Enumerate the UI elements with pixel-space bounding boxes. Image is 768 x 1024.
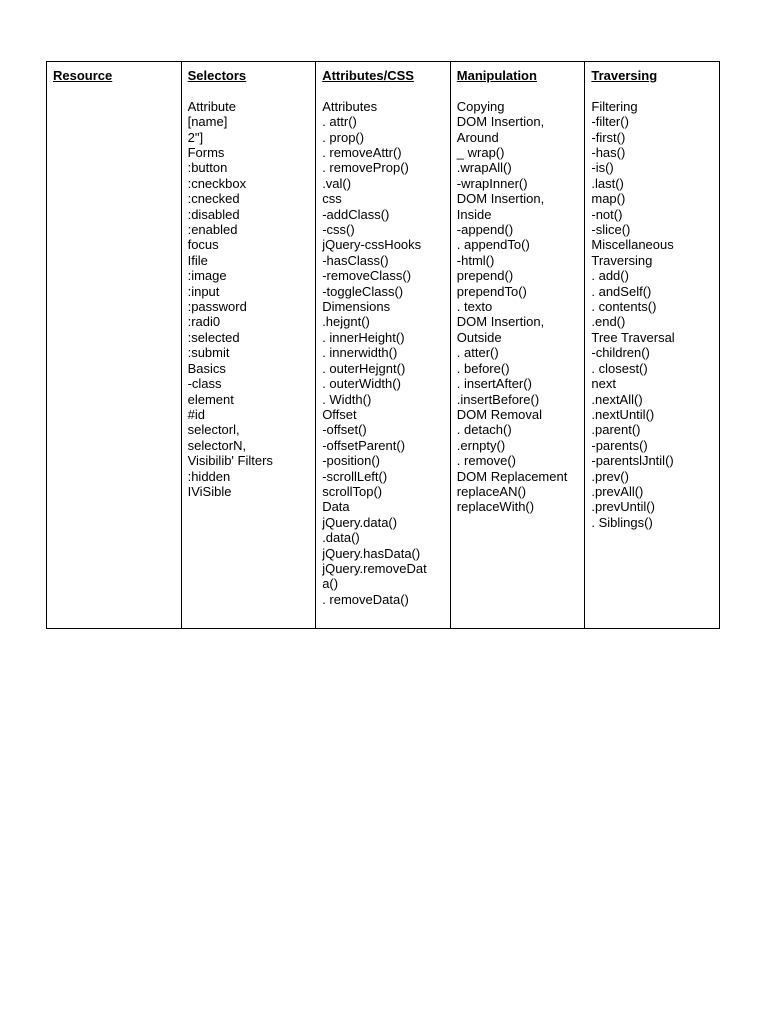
list-item: Dimensions — [322, 299, 391, 315]
list-item: jQuery.hasData() — [322, 545, 421, 561]
list-item: -html() — [456, 252, 495, 268]
column-header: Traversing — [591, 68, 658, 83]
list-item: .nextUntil() — [591, 406, 655, 422]
list-item: . texto — [456, 299, 493, 315]
list-item: :cneckbox — [187, 175, 247, 191]
column-items — [591, 99, 713, 530]
list-item: -toggleClass() — [322, 283, 404, 299]
table-row — [47, 62, 720, 629]
list-item: Forms — [187, 145, 225, 161]
list-item: DOM Insertion, — [456, 191, 545, 207]
column-traversing — [585, 62, 720, 629]
list-item: prepend() — [456, 268, 514, 284]
list-item: Ifile — [187, 252, 208, 268]
list-item: Attributes — [322, 98, 378, 114]
list-item: .end() — [591, 314, 626, 330]
column-manipulation — [450, 62, 585, 629]
list-item: . removeAttr() — [322, 145, 402, 161]
list-item: -append() — [456, 222, 514, 238]
list-item: . closest() — [591, 360, 648, 376]
list-item: .prevAll() — [591, 483, 644, 499]
list-item: .nextAll() — [591, 391, 643, 407]
list-item: -parentslJntil() — [591, 453, 674, 469]
list-item: Around — [456, 129, 499, 145]
list-item: DOM Removal — [456, 406, 543, 422]
list-item: #id — [187, 406, 205, 422]
list-item: DOM Insertion, — [456, 114, 545, 130]
list-item: selectorN, — [187, 437, 247, 453]
list-item: .val() — [322, 175, 352, 191]
list-item: a() — [322, 576, 339, 592]
list-item: .prevUntil() — [591, 499, 655, 515]
column-items — [322, 99, 444, 607]
list-item: -has() — [591, 145, 626, 161]
list-item: .data() — [322, 530, 360, 546]
list-item: :submit — [187, 345, 230, 361]
list-item: . remove() — [456, 453, 517, 469]
list-item: . removeProp() — [322, 160, 409, 176]
list-item: Outside — [456, 329, 502, 345]
list-item: .hejgnt() — [322, 314, 370, 330]
list-item: jQuery.removeDat — [322, 560, 427, 576]
list-item: Offset — [322, 406, 357, 422]
list-item: IViSible — [187, 483, 232, 499]
list-item: . insertAfter() — [456, 376, 532, 392]
list-item: Miscellaneous — [591, 237, 674, 253]
list-item: jQuery.data() — [322, 514, 398, 530]
list-item: css — [322, 191, 342, 207]
list-item: Attribute — [187, 98, 237, 114]
list-item: . attr() — [322, 114, 357, 130]
list-item: -position() — [322, 453, 380, 469]
list-item: -parents() — [591, 437, 648, 453]
list-item: element — [187, 391, 234, 407]
list-item: -scrollLeft() — [322, 468, 388, 484]
list-item: -class — [187, 376, 222, 392]
list-item: -css() — [322, 222, 355, 238]
list-item: Inside — [456, 206, 492, 222]
list-item: Data — [322, 499, 350, 515]
column-header: Selectors — [187, 68, 247, 83]
list-item: . outerWidth() — [322, 376, 401, 392]
list-item: map() — [591, 191, 626, 207]
list-item: . Width() — [322, 391, 372, 407]
list-item: [name] — [187, 114, 228, 130]
column-items — [188, 99, 310, 500]
list-item: . contents() — [591, 299, 657, 315]
list-item: :input — [187, 283, 220, 299]
list-item: :selected — [187, 329, 240, 345]
list-item: :button — [187, 160, 228, 176]
list-item: Visibilib' Filters — [187, 453, 273, 469]
column-resource — [47, 62, 182, 629]
list-item: focus — [187, 237, 219, 253]
list-item: prependTo() — [456, 283, 527, 299]
list-item: -wrapInner() — [456, 175, 528, 191]
list-item: . innerwidth() — [322, 345, 398, 361]
list-item: . outerHejgnt() — [322, 360, 406, 376]
list-item: Basics — [187, 360, 226, 376]
list-item: Traversing — [591, 252, 653, 268]
list-item: DOM Insertion, — [456, 314, 545, 330]
list-item: .insertBefore() — [456, 391, 540, 407]
list-item: :cnecked — [187, 191, 240, 207]
list-item: .wrapAll() — [456, 160, 512, 176]
list-item: next — [591, 376, 616, 392]
list-item: :enabled — [187, 222, 238, 238]
column-header: Resource — [53, 68, 113, 83]
list-item: -removeClass() — [322, 268, 412, 284]
list-item: .parent() — [591, 422, 641, 438]
list-item: -slice() — [591, 222, 631, 238]
list-item: . removeData() — [322, 591, 409, 607]
list-item: :hidden — [187, 468, 231, 484]
list-item: -hasClass() — [322, 252, 389, 268]
list-item: . innerHeight() — [322, 329, 405, 345]
column-header: Attributes/CSS — [322, 68, 414, 83]
list-item: :password — [187, 299, 247, 315]
list-item: .last() — [591, 175, 624, 191]
list-item: replaceWith() — [456, 499, 535, 515]
column-selectors — [181, 62, 316, 629]
list-item: DOM Replacement — [456, 468, 568, 484]
list-item: .prev() — [591, 468, 629, 484]
list-item: -children() — [591, 345, 650, 361]
list-item: .ernpty() — [456, 437, 506, 453]
list-item: selectorl, — [187, 422, 240, 438]
list-item: :disabled — [187, 206, 240, 222]
list-item: -is() — [591, 160, 614, 176]
list-item: . Siblings() — [591, 514, 653, 530]
list-item: :radi0 — [187, 314, 221, 330]
list-item: replaceAN() — [456, 483, 527, 499]
list-item: . andSelf() — [591, 283, 652, 299]
list-item: -offsetParent() — [322, 437, 406, 453]
list-item: . add() — [591, 268, 629, 284]
list-item: -offset() — [322, 422, 367, 438]
list-item: :image — [187, 268, 227, 284]
list-item: _ wrap() — [456, 145, 505, 161]
list-item: . detach() — [456, 422, 512, 438]
list-item: -addClass() — [322, 206, 390, 222]
list-item: Copying — [456, 98, 505, 114]
list-item: jQuery-cssHooks — [322, 237, 422, 253]
list-item: . prop() — [322, 129, 365, 145]
column-attributes-css — [316, 62, 451, 629]
column-items — [457, 99, 579, 515]
list-item: . appendTo() — [456, 237, 530, 253]
reference-table — [46, 61, 720, 629]
list-item: Tree Traversal — [591, 329, 675, 345]
list-item: -first() — [591, 129, 626, 145]
column-header: Manipulation — [456, 68, 537, 83]
list-item: Filtering — [591, 98, 638, 114]
list-item: . before() — [456, 360, 510, 376]
list-item: scrollTop() — [322, 483, 383, 499]
list-item: . atter() — [456, 345, 499, 361]
list-item: -filter() — [591, 114, 629, 130]
list-item: 2"] — [187, 129, 204, 145]
list-item: -not() — [591, 206, 623, 222]
